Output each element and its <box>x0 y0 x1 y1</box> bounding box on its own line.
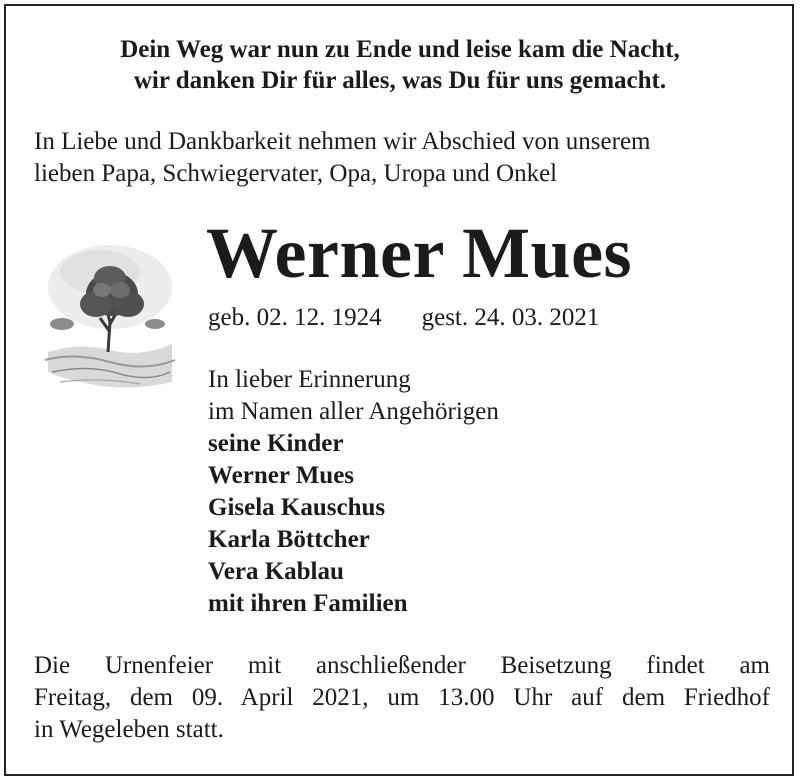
deceased-name: Werner Mues <box>206 213 633 293</box>
memory-block <box>208 364 499 620</box>
funeral-line-2: Freitag, dem 09. April 2021, um 13.00 Uhr auf dem Friedhof <box>34 684 770 711</box>
life-dates <box>208 302 599 334</box>
relative-line: seine Kinder <box>208 430 344 457</box>
death-date: gest. 24. 03. 2021 <box>421 304 600 331</box>
tree-landscape-icon <box>40 232 180 397</box>
relative-line: Karla Böttcher <box>208 526 370 553</box>
poem-line-1: Dein Weg war nun zu Ende und leise kam die Nacht, <box>120 36 680 63</box>
relative-line: Werner Mues <box>208 462 355 489</box>
relative-line: mit ihren Familien <box>208 590 408 617</box>
relative-line: Gisela Kauschus <box>208 494 386 521</box>
intro-line-2: lieben Papa, Schwiegervater, Opa, Uropa und Onkel <box>34 160 558 187</box>
intro-text <box>34 126 774 190</box>
funeral-line-3: in Wegeleben statt. <box>34 716 224 743</box>
funeral-line-1: Die Urnenfeier mit anschließender Beisetzung findet am <box>34 652 770 679</box>
intro-line-1: In Liebe und Dankbarkeit nehmen wir Abschied von unserem <box>34 128 651 155</box>
memory-line-1: In lieber Erinnerung <box>208 366 411 393</box>
memory-line-2: im Namen aller Angehörigen <box>208 398 499 425</box>
relative-line: Vera Kablau <box>208 558 344 585</box>
funeral-info <box>34 650 770 746</box>
poem-line-2: wir danken Dir für alles, was Du für uns gemacht. <box>133 67 667 94</box>
birth-date: geb. 02. 12. 1924 <box>208 304 382 331</box>
